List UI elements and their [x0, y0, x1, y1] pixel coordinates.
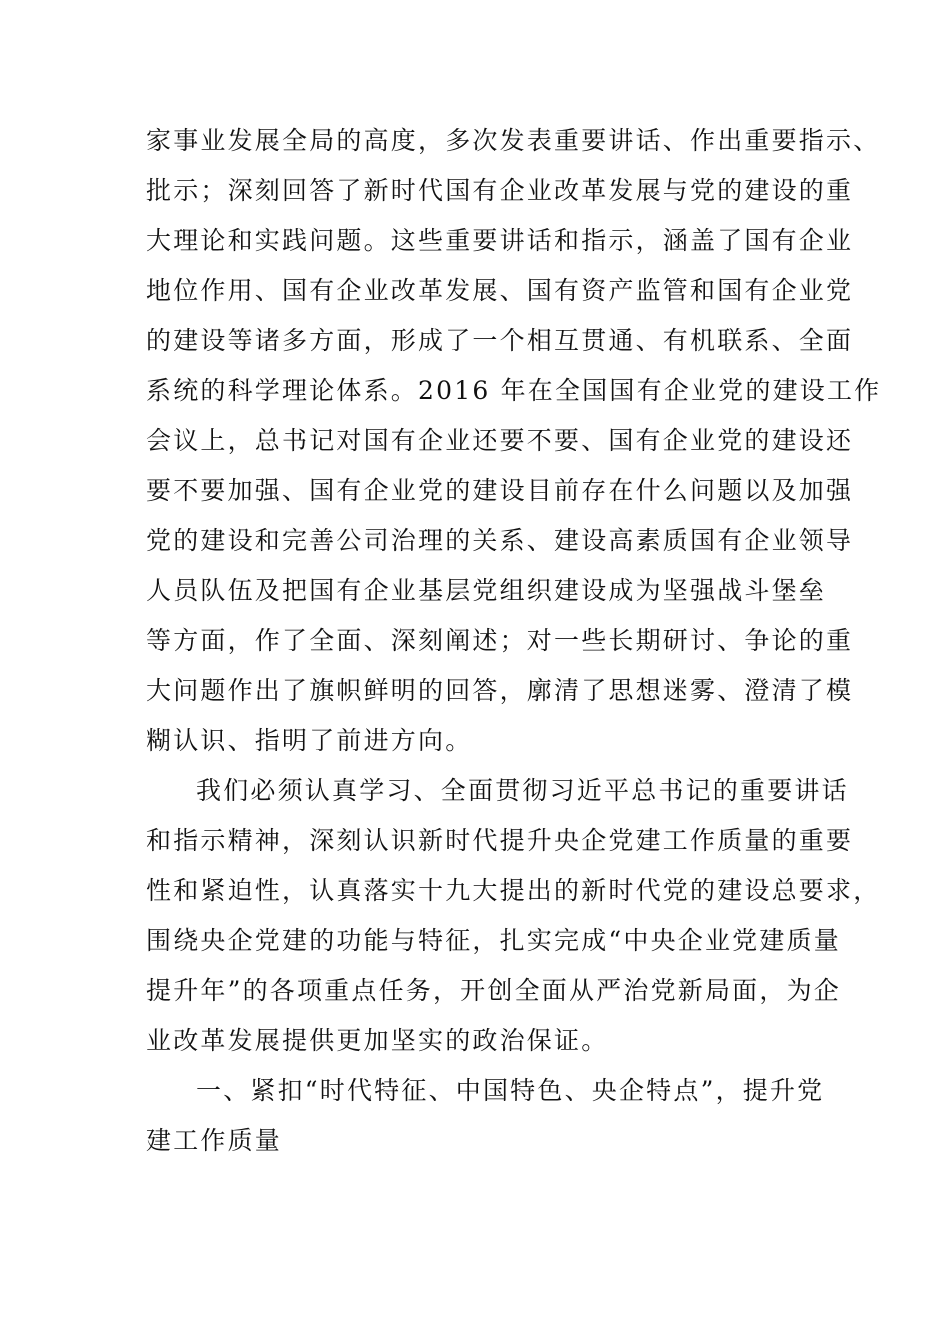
paragraph-1-line-13: 糊认识、指明了前进方向。 — [146, 726, 473, 755]
paragraph-1-line-5: 的建设等诸多方面，形成了一个相互贯通、有机联系、全面 — [146, 326, 854, 355]
section-heading-line-1: 一、紧扣“时代特征、中国特色、央企特点”，提升党 — [196, 1076, 825, 1105]
paragraph-1-line-1: 家事业发展全局的高度，多次发表重要讲话、作出重要指示、 — [146, 126, 881, 155]
paragraph-1-line-12: 大问题作出了旗帜鲜明的回答，廓清了思想迷雾、澄清了模 — [146, 676, 854, 705]
paragraph-1-line-4: 地位作用、国有企业改革发展、国有资产监管和国有企业党 — [146, 276, 854, 305]
paragraph-1-line-2: 批示；深刻回答了新时代国有企业改革发展与党的建设的重 — [146, 176, 854, 205]
paragraph-2-line-4: 围绕央企党建的功能与特征，扎实完成“中央企业党建质量 — [146, 926, 841, 955]
paragraph-1-line-6: 系统的科学理论体系。2016 年在全国国有企业党的建设工作 — [146, 376, 882, 405]
paragraph-2-line-6: 业改革发展提供更加坚实的政治保证。 — [146, 1026, 609, 1055]
paragraph-2-line-1: 我们必须认真学习、全面贯彻习近平总书记的重要讲话 — [196, 776, 849, 805]
paragraph-1-line-11: 等方面，作了全面、深刻阐述；对一些长期研讨、争论的重 — [146, 626, 854, 655]
paragraph-2-line-3: 性和紧迫性，认真落实十九大提出的新时代党的建设总要求， — [146, 876, 881, 905]
paragraph-1-line-10: 人员队伍及把国有企业基层党组织建设成为坚强战斗堡垒 — [146, 576, 827, 605]
paragraph-2-line-2: 和指示精神，深刻认识新时代提升央企党建工作质量的重要 — [146, 826, 854, 855]
paragraph-1-line-7: 会议上，总书记对国有企业还要不要、国有企业党的建设还 — [146, 426, 854, 455]
paragraph-2-line-5: 提升年”的各项重点任务，开创全面从严治党新局面，为企 — [146, 976, 841, 1005]
section-heading-line-2: 建工作质量 — [146, 1126, 283, 1155]
paragraph-1-line-8: 要不要加强、国有企业党的建设目前存在什么问题以及加强 — [146, 476, 854, 505]
paragraph-1-line-3: 大理论和实践问题。这些重要讲话和指示，涵盖了国有企业 — [146, 226, 854, 255]
paragraph-1-line-9: 党的建设和完善公司治理的关系、建设高素质国有企业领导 — [146, 526, 854, 555]
